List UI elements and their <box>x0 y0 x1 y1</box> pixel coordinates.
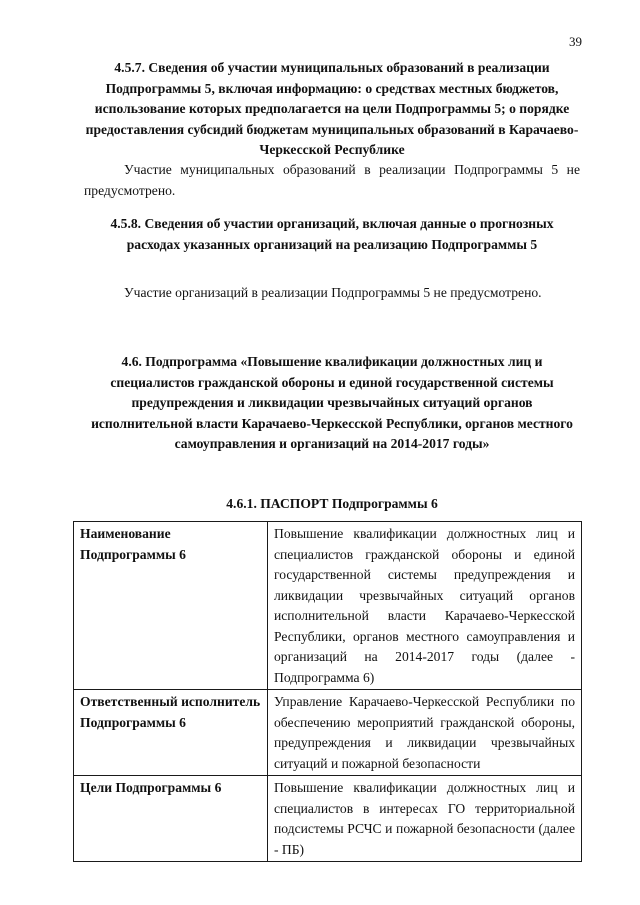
table-label-cell: Цели Подпрограммы 6 <box>74 776 268 862</box>
table-label-cell: Ответственный исполнитель Подпрограммы 6 <box>74 690 268 776</box>
passport-table <box>73 521 582 862</box>
table-row <box>74 522 582 690</box>
table-label-cell: Наименование Подпрограммы 6 <box>74 522 268 690</box>
table-value-cell: Управление Карачаево-Черкесской Республики по обеспечению мероприятий гражданской обороны, предупреждения и ликвидации чрезвычайных ситуаций и пожарной безопасности <box>268 690 582 776</box>
subprogram-6-title: 4.6. Подпрограмма «Повышение квалификации должностных лиц и специалистов гражданской обороны и единой государственной системы предупреждения и ликвидации чрезвычайных ситуаций органов исполнительной власти Карачаево-Черкесской Республики, органов местного самоуправления и организаций на 2014-2017 годы» <box>91 354 573 451</box>
section-text-4-5-8: Участие организаций в реализации Подпрограммы 5 не предусмотрено. <box>124 285 542 300</box>
table-value-cell: Повышение квалификации должностных лиц и специалистов в интересах ГО территориальной подсистемы РСЧС и пожарной безопасности (далее - ПБ) <box>268 776 582 862</box>
section-heading-4-5-7: 4.5.7. Сведения об участии муниципальных образований в реализации Подпрограммы 5, включая информацию: о средствах местных бюджетов, использование которых предполагается на цели Подпрограммы 5; о порядке предоставления субсидий бюджетам муниципальных образований в Карачаево-Черкесской Республике <box>85 60 579 157</box>
table-row <box>74 690 582 776</box>
passport-heading: 4.6.1. ПАСПОРТ Подпрограммы 6 <box>226 496 438 511</box>
table-row <box>74 776 582 862</box>
page-number: 39 <box>569 34 582 49</box>
section-text-4-5-7: Участие муниципальных образований в реализации Подпрограммы 5 не предусмотрено. <box>84 162 580 198</box>
table-value-cell: Повышение квалификации должностных лиц и специалистов гражданской обороны и единой государственной системы предупреждения и ликвидации чрезвычайных ситуаций органов исполнительной власти Карачаево-Черкесской Республики, органов местного самоуправления и организаций на 2014-2017 годы (далее - Подпрограмма 6) <box>268 522 582 690</box>
section-heading-4-5-8: 4.5.8. Сведения об участии организаций, включая данные о прогнозных расходах указанных организаций на реализацию Подпрограммы 5 <box>110 216 554 252</box>
